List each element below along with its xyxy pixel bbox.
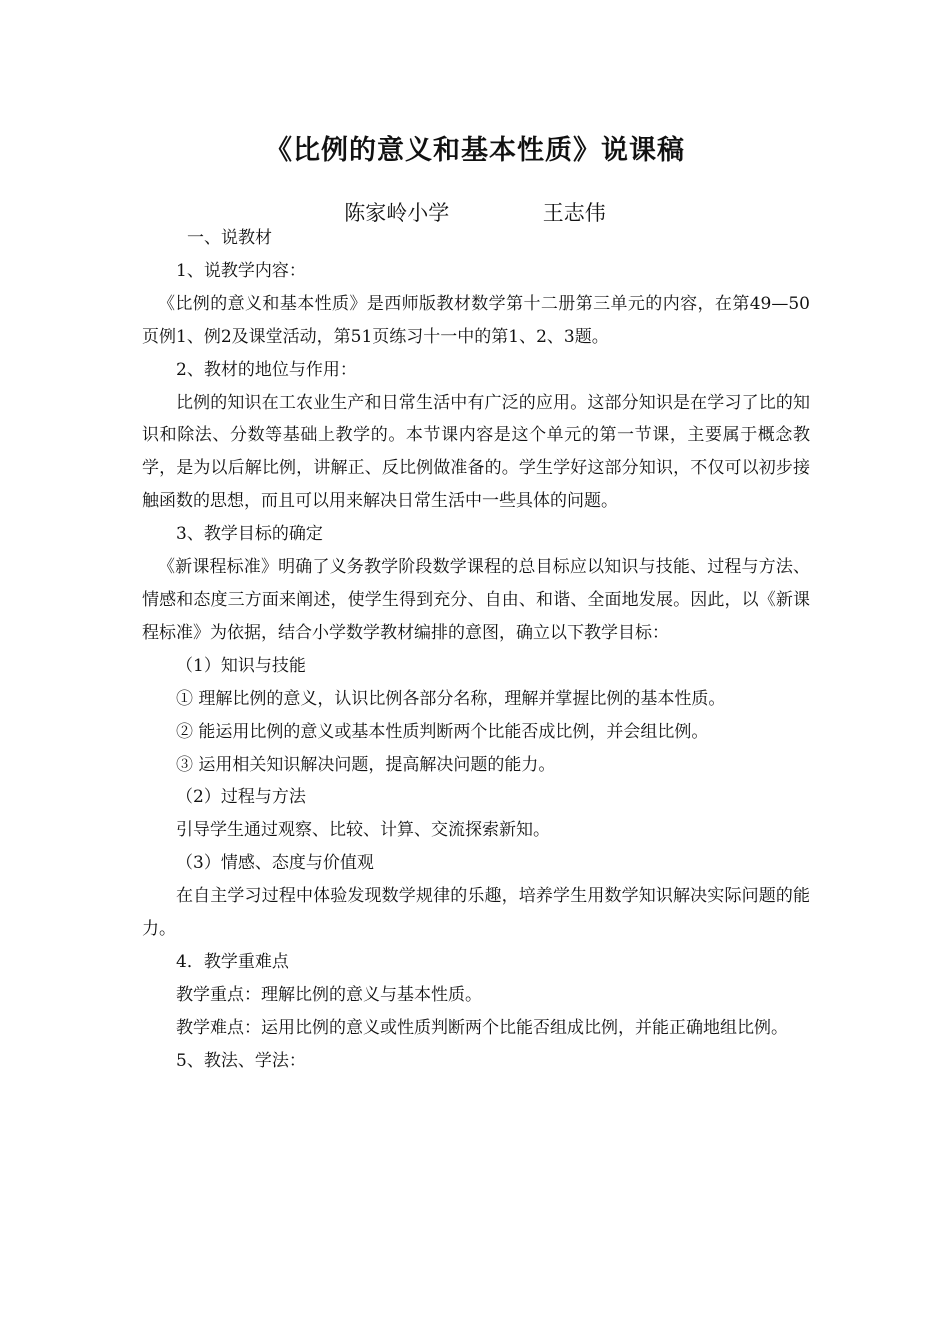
paragraph: 在自主学习过程中体验发现数学规律的乐趣，培养学生用数学知识解决实际问题的能力。 [142, 886, 810, 940]
paragraph: 比例的知识在工农业生产和日常生活中有广泛的应用。这部分知识是在学习了比的知识和除法、分数等基础上教学的。本节课内容是这个单元的第一节课，主要属于概念教学，是为以后解比例，讲解正、反比例做准备的。学生学好这部分知识，不仅可以初步接触函数的思想，而且可以用来解决日常生活中一些具体的问题。 [142, 392, 810, 512]
subheading: （1）知识与技能 [176, 655, 306, 676]
subheading: 5、教法、学法： [176, 1050, 306, 1071]
paragraph: 教学难点：运用比例的意义或性质判断两个比能否组成比例，并能正确地组比例。 [176, 1017, 788, 1038]
list-item: ① 理解比例的意义，认识比例各部分名称，理解并掌握比例的基本性质。 [176, 688, 726, 709]
section-heading: 一、说教材 [187, 228, 272, 248]
paragraph: 教学重点：理解比例的意义与基本性质。 [176, 984, 482, 1005]
list-item: ② 能运用比例的意义或基本性质判断两个比能否成比例，并会组比例。 [176, 721, 709, 742]
list-item: ③ 运用相关知识解决问题，提高解决问题的能力。 [176, 754, 556, 775]
paragraph: 引导学生通过观察、比较、计算、交流探索新知。 [176, 820, 550, 841]
author-line: 陈家岭小学 王志伟 [344, 201, 606, 225]
subheading: 1、说教学内容： [176, 260, 306, 281]
subheading: 2、教材的地位与作用： [176, 359, 357, 380]
subheading: （3）情感、态度与价值观 [176, 853, 374, 874]
subheading: 4．教学重难点 [176, 951, 289, 972]
subheading: 3、教学目标的确定 [176, 524, 323, 545]
paragraph: 《比例的意义和基本性质》是西师版教材数学第十二册第三单元的内容，在第49—50页例1、例2及课堂活动，第51页练习十一中的第1、2、3题。 [142, 293, 810, 347]
document-body [142, 222, 810, 1078]
subheading: （2）过程与方法 [176, 787, 306, 808]
paragraph: 《新课程标准》明确了义务教学阶段数学课程的总目标应以知识与技能、过程与方法、情感和态度三方面来阐述，使学生得到充分、自由、和谐、全面地发展。因此，以《新课程标准》为依据，结合小学数学教材编排的意图，确立以下教学目标： [142, 557, 810, 643]
document-title: 《比例的意义和基本性质》说课稿 [265, 135, 685, 166]
